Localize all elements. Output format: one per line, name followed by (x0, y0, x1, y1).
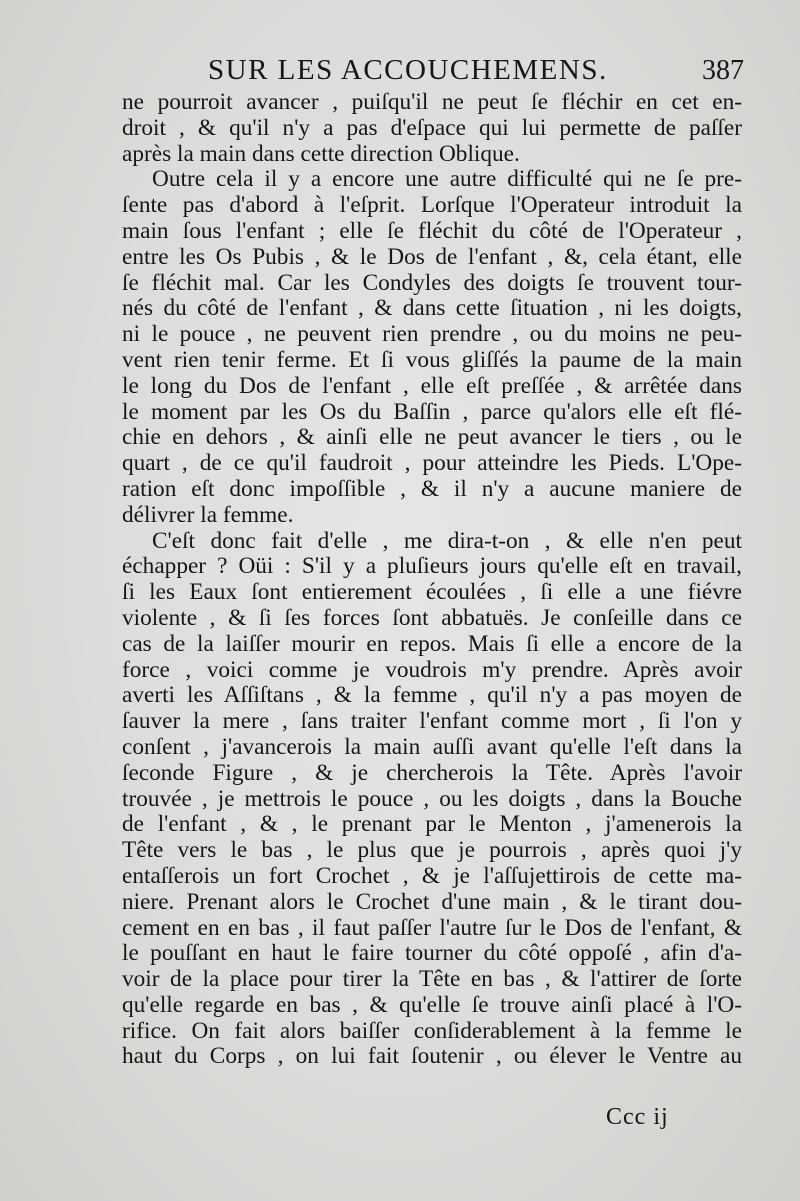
text-line: haut du Corps , on lui fait ſoutenir , ou élever le Ventre au (122, 1044, 742, 1070)
text-line: ration eſt donc impoſſible , & il n'y a aucune maniere de (122, 476, 742, 502)
text-line: de l'enfant , & , le prenant par le Menton , j'amenerois la (122, 812, 742, 838)
text-line: échapper ? Oüi : S'il y a pluſieurs jours qu'elle eſt en travail, (122, 554, 742, 580)
text-line: délivrer la femme. (122, 502, 294, 528)
running-title: SUR LES ACCOUCHEMENS. (208, 54, 608, 86)
text-line: le long du Dos de l'enfant , elle eſt preſſée , & arrêtée dans (122, 373, 742, 399)
text-line: nés du côté de l'enfant , & dans cette ſituation , ni les doigts, (122, 296, 742, 322)
text-line: le pouſſant en haut le faire tourner du côté oppoſé , afin d'a- (122, 941, 742, 967)
text-line: Tête vers le bas , le plus que je pourrois , après quoi j'y (122, 838, 742, 864)
text-line: ſauver la mere , ſans traiter l'enfant comme mort , ſi l'on y (122, 709, 742, 735)
text-line: ni le pouce , ne peuvent rien prendre , ou du moins ne peu- (122, 322, 742, 348)
text-line: le moment par les Os du Baſſin , parce qu'alors elle eſt flé- (122, 399, 742, 425)
text-line: ſe fléchit mal. Car les Condyles des doigts ſe trouvent tour- (122, 270, 742, 296)
text-line: trouvée , je mettrois le pouce , ou les doigts , dans la Bouche (122, 786, 742, 812)
text-line: niere. Prenant alors le Crochet d'une main , & le tirant dou- (122, 889, 742, 915)
text-line: voir de la place pour tirer la Tête en bas , & l'attirer de ſorte (122, 967, 742, 993)
text-line: averti les Aſſiſtans , & la femme , qu'il n'y a pas moyen de (122, 683, 742, 709)
text-line: après la main dans cette direction Oblique. (122, 141, 520, 167)
body-text (122, 90, 742, 1070)
text-line: violente , & ſi ſes forces ſont abbatuës. Je conſeille dans ce (122, 605, 742, 631)
text-line: cas de la laiſſer mourir en repos. Mais ſi elle a encore de la (122, 631, 742, 657)
text-line: entaſſerois un fort Crochet , & je l'aſſujettirois de cette ma- (122, 863, 742, 889)
text-line: droit , & qu'il n'y a pas d'eſpace qui lui permette de paſſer (122, 115, 742, 141)
text-line: main ſous l'enfant ; elle ſe fléchit du côté de l'Operateur , (122, 218, 742, 244)
text-line: quart , de ce qu'il faudroit , pour atteindre les Pieds. L'Ope- (122, 451, 742, 477)
text-line: cement en en bas , il faut paſſer l'autre ſur le Dos de l'enfant, & (122, 915, 742, 941)
text-line: vent rien tenir ferme. Et ſi vous gliſſés la paume de la main (122, 347, 742, 373)
text-line: Outre cela il y a encore une autre difficulté qui ne ſe pre- (152, 167, 742, 193)
text-line: ſi les Eaux ſont entierement écoulées , ſi elle a une fiévre (122, 580, 742, 606)
text-line: rifice. On fait alors baiſſer conſiderablement à la femme le (122, 1018, 742, 1044)
text-line: ſeconde Figure , & je chercherois la Tête. Après l'avoir (122, 760, 742, 786)
text-line: ne pourroit avancer , puiſqu'il ne peut ſe fléchir en cet en- (122, 90, 742, 115)
text-line: force , voici comme je voudrois m'y prendre. Après avoir (122, 657, 742, 683)
text-line: qu'elle regarde en bas , & qu'elle ſe trouve ainſi placé à l'O- (122, 992, 742, 1018)
page-number: 387 (702, 55, 744, 86)
text-line: ſente pas d'abord à l'eſprit. Lorſque l'Operateur introduit la (122, 193, 742, 219)
signature-mark: Ccc ij (606, 1104, 669, 1130)
text-line: entre les Os Pubis , & le Dos de l'enfant , &, cela étant, elle (122, 244, 742, 270)
page-header (200, 54, 760, 94)
text-line: C'eſt donc fait d'elle , me dira-t-on , & elle n'en peut (152, 528, 742, 554)
text-line: conſent , j'avancerois la main auſſi avant qu'elle l'eſt dans la (122, 734, 742, 760)
text-line: chie en dehors , & ainſi elle ne peut avancer le tiers , ou le (122, 425, 742, 451)
